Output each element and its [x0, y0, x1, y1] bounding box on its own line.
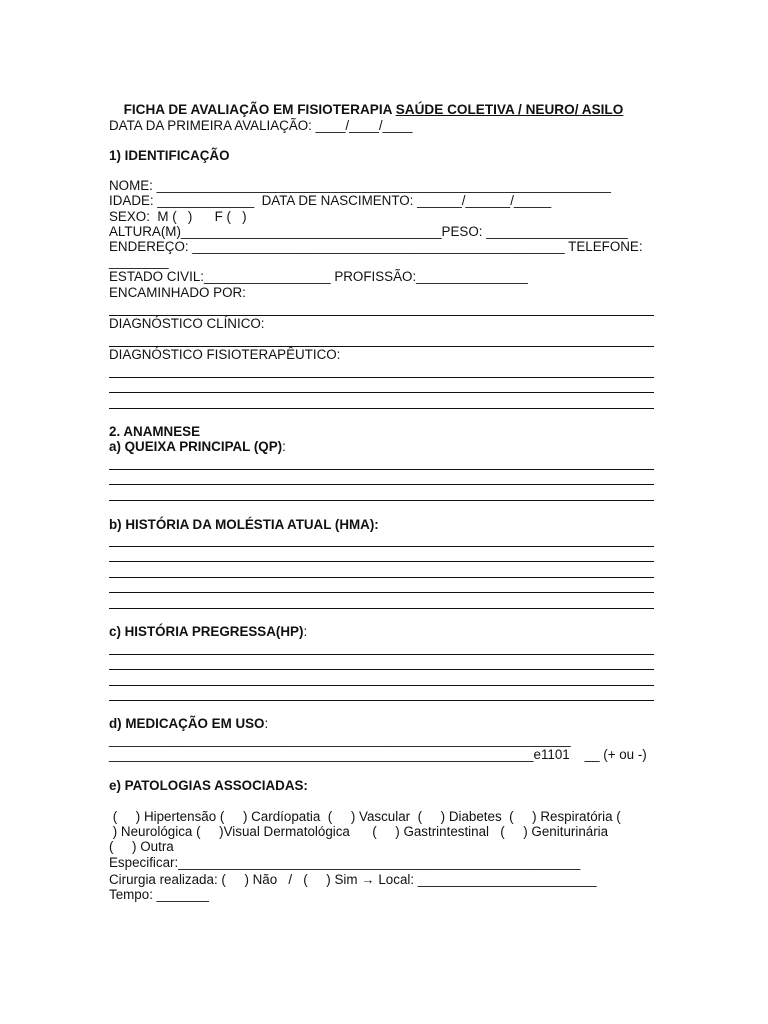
med-line-2: _________________________________________________________e1101 __ (+ ou -) — [109, 747, 647, 762]
nome-field: NOME: _____________________________________________________________ — [109, 178, 611, 193]
especificar-field: Especificar:______________________________________________________ — [109, 855, 581, 870]
form-title — [116, 86, 623, 118]
estado-civil-field: ESTADO CIVIL:_________________ PROFISSÃO:_______________ — [109, 269, 528, 284]
med-line-1: ______________________________________________________________ — [109, 732, 571, 747]
hp-label — [109, 624, 307, 640]
qp-rule — [109, 469, 654, 470]
patologias-line-3: ( ) Outra — [109, 839, 174, 854]
diag-clinico-label: DIAGNÓSTICO CLÍNICO: — [109, 316, 265, 331]
hp-rule — [109, 654, 654, 655]
diag-fisio-label: DIAGNÓSTICO FISIOTERAPÊUTICO: — [109, 347, 341, 362]
cirurgia-field: Cirurgia realizada: ( ) Não / ( ) Sim → Local: ________________________ — [109, 872, 597, 887]
med-colon: : — [264, 716, 269, 731]
endereco-field: ENDEREÇO: __________________________________________________ TELEFONE: — [109, 239, 643, 254]
hp-rule — [109, 700, 654, 701]
sexo-field: SEXO: M ( ) F ( ) — [109, 209, 247, 224]
hp-rule — [109, 685, 654, 686]
idade-nascimento-field: IDADE: _____________ DATA DE NASCIMENTO: ______/______/_____ — [109, 193, 552, 208]
qp-rule — [109, 500, 654, 501]
hp-colon: : — [303, 624, 308, 639]
hma-rule — [109, 592, 654, 593]
hp-label-text: c) HISTÓRIA PREGRESSA(HP) — [109, 624, 304, 639]
diag-fisio-rule — [109, 377, 654, 378]
qp-rule — [109, 484, 654, 485]
identification-heading: 1) IDENTIFICAÇÃO — [109, 148, 230, 163]
qp-label-text: a) QUEIXA PRINCIPAL (QP) — [109, 439, 283, 454]
tempo-field: Tempo: _______ — [109, 887, 209, 902]
anamnese-heading: 2. ANAMNESE — [109, 424, 201, 439]
hma-rule — [109, 608, 654, 609]
patologias-label: e) PATOLOGIAS ASSOCIADAS: — [109, 778, 308, 793]
altura-peso-field: ALTURA(M)___________________________________PESO: ___________________ — [109, 224, 628, 239]
endereco-continuation: ________ — [109, 254, 169, 269]
hma-rule — [109, 561, 654, 562]
qp-label — [109, 439, 286, 455]
form-title-main: FICHA DE AVALIAÇÃO EM FISIOTERAPIA — [123, 102, 396, 117]
diag-fisio-rule — [109, 392, 654, 393]
form-title-sub: SAÚDE COLETIVA / NEURO/ ASILO — [395, 102, 624, 117]
diag-fisio-rule — [109, 408, 654, 409]
med-label — [109, 716, 268, 732]
qp-colon: : — [282, 439, 286, 454]
hp-rule — [109, 669, 654, 670]
first-eval-date: DATA DA PRIMEIRA AVALIAÇÃO: ____/____/____ — [109, 118, 413, 133]
hma-rule — [109, 546, 654, 547]
med-label-text: d) MEDICAÇÃO EM USO — [109, 716, 265, 731]
patologias-line-2: ) Neurológica ( )Visual Dermatológica ( ) Gastrintestinal ( ) Geniturinária — [109, 824, 609, 839]
hma-rule — [109, 577, 654, 578]
hma-label: b) HISTÓRIA DA MOLÉSTIA ATUAL (HMA): — [109, 517, 379, 532]
patologias-line-1: ( ) Hipertensão ( ) Cardíopatia ( ) Vascular ( ) Diabetes ( ) Respiratória ( — [109, 809, 621, 824]
encaminhado-label: ENCAMINHADO POR: — [109, 285, 246, 300]
